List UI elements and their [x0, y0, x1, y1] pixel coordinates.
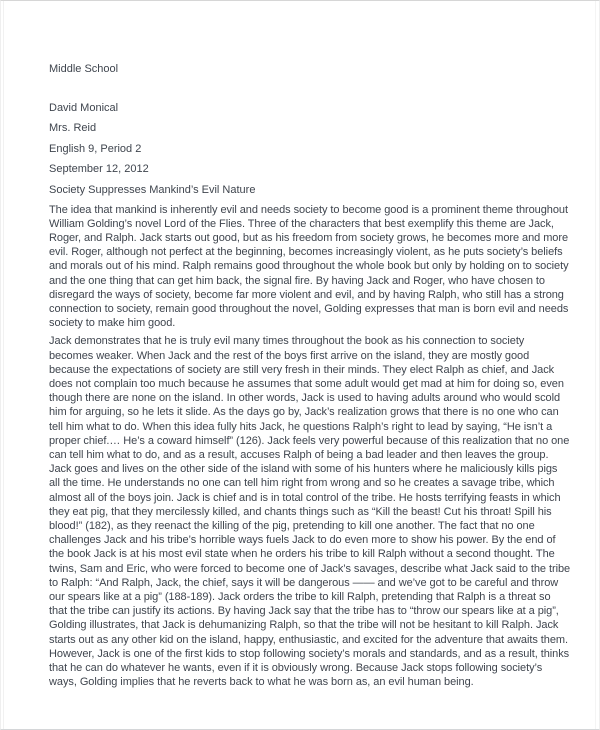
header-teacher-name: Mrs. Reid [49, 122, 97, 134]
header-date: September 12, 2012 [49, 163, 149, 175]
header-school: Middle School [49, 63, 119, 75]
header-author-name: David Monical [49, 101, 119, 114]
essay-title: Society Suppresses Mankind’s Evil Nature [49, 183, 256, 196]
essay-paragraph-intro: The idea that mankind is inherently evil and needs society to become good is a prominent theme throughout William Golding’s novel Lord of the Flies. Three of the characters that best exemplify this theme are Jack, Roger, and Ralph. Jack starts out good, but as his freedom from society grows, he becomes more and more evil. Roger, although not perfect at the beginning, becomes increasingly violent, as he puts society’s beliefs and morals out of his mind. Ralph remains good throughout the whole book but only by holding on to society and the one thing that can get him back, the signal fire. By having Jack and Roger, who have chosen to disregard the ways of society, become far more violent and evil, and by having Ralph, who still has a strong connection to society, remain good throughout the novel, Golding expresses that man is born evil and needs society to make him good. [49, 203, 569, 330]
header-course-period: English 9, Period 2 [49, 142, 142, 155]
essay-paragraph-body: Jack demonstrates that he is truly evil many times throughout the book as his connection to society becomes weaker. When Jack and the rest of the boys first arrive on the island, they are mostly good because the expectations of society are still very fresh in their minds. They elect Ralph as chief, and Jack does not complain too much because he assumes that some adult would get mad at him for doing so, even though there are none on the island. In other words, Jack is used to having adults around who would scold him for arguing, so he lets it slide. As the days go by, Jack’s realization grows that there is no one who can tell him what to do. When this idea fully hits Jack, he questions Ralph’s right to lead by saying, “He isn’t a proper chief.… He’s a coward himself” (126). Jack feels very powerful because of this realization that no one can tell him what to do, and as a result, accuses Ralph of being a bad leader and then leaves the group. Jack goes and lives on the other side of the island with some of his hunters where he maliciously kills pigs all the time. He understands no one can tell him right from wrong and so he creates a savage tribe, which almost all of the boys join. Jack is chief and is in total control of the tribe. He hosts terrifying feasts in which they eat pig, that they mercilessly killed, and chants things such as “Kill the beast! Cut his throat! Spill his blood!” (182), as they reenact the killing of the pig, pretending to kill one another. The fact that no one challenges Jack and his tribe’s horrible ways fuels Jack to do even more to show his power. By the end of the book Jack is at his most evil state when he orders his tribe to kill Ralph without a second thought. The twins, Sam and Eric, who were forced to become one of Jack’s savages, describe what Jack said to the tribe to Ralph: “And Ralph, Jack, the chief, says it will be dangerous —— and we’ve got to be careful and throw our spears like at a pig” (188-189). Jack orders the tribe to kill Ralph, pretending that Ralph is a threat so that the tribe can justify its actions. By having Jack say that the tribe has to “throw our spears like at a pig”, Golding illustrates, that Jack is dehumanizing Ralph, so that the tribe will not be hesitant to kill Ralph. Jack starts out as any other kid on the island, happy, enthusiastic, and excited for the adventure that awaits them. However, Jack is one of the first kids to stop following society’s morals and standards, and as a result, thinks that he can do whatever he wants, even if it is obviously wrong. Because Jack stops following society’s ways, Golding implies that he reverts back to what he was born as, an evil human being. [49, 335, 571, 689]
essay-content [49, 62, 571, 693]
